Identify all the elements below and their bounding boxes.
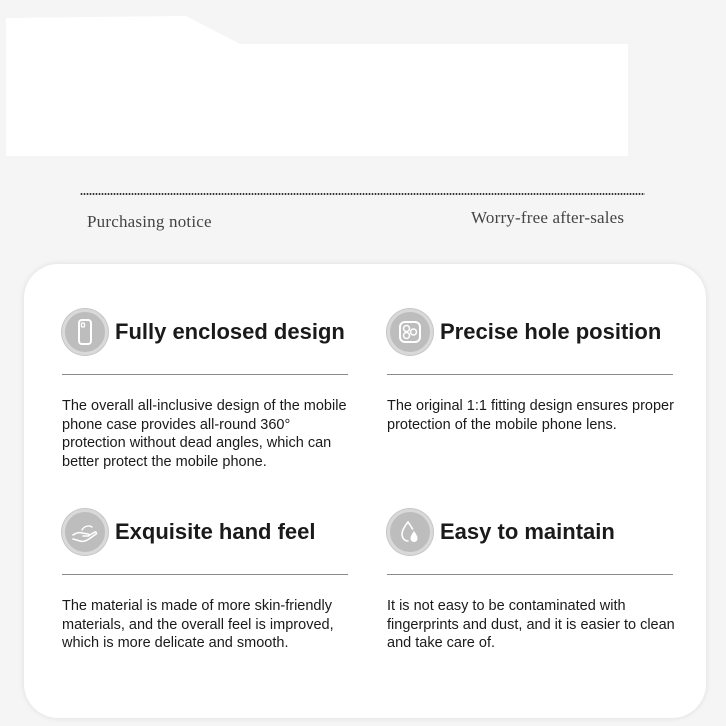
feature-title: Easy to maintain <box>440 519 615 544</box>
camera-lens-icon <box>387 309 433 355</box>
feature-divider <box>387 374 673 375</box>
feature-header <box>62 506 316 558</box>
feature-divider <box>62 374 348 375</box>
top-banner-shape <box>0 0 726 170</box>
feature-title: Exquisite hand feel <box>115 519 316 544</box>
hand-icon <box>62 509 108 555</box>
after-sales-link[interactable]: Worry-free after-sales <box>471 208 625 227</box>
feature-header <box>387 506 615 558</box>
feature-divider <box>62 574 348 575</box>
features-card <box>24 264 706 718</box>
dotted-divider <box>80 192 645 196</box>
feature-header <box>62 306 345 358</box>
phone-case-icon <box>62 309 108 355</box>
feature-description: The original 1:1 fitting design ensures proper protection of the mobile phone lens. <box>387 398 674 433</box>
feature-title: Fully enclosed design <box>115 319 345 344</box>
feature-header <box>387 306 661 358</box>
feature-description: It is not easy to be contaminated with fingerprints and dust, and it is easier to clean and take care of. <box>387 598 675 651</box>
purchasing-notice-link[interactable]: Purchasing notice <box>87 212 212 231</box>
feature-title: Precise hole position <box>440 319 662 344</box>
feature-description: The material is made of more skin-friendly materials, and the overall feel is improved, which is more delicate and smooth. <box>62 598 334 651</box>
feature-divider <box>387 574 673 575</box>
water-drop-icon <box>387 509 433 555</box>
feature-description: The overall all-inclusive design of the mobile phone case provides all-round 360° protection without dead angles, which can better protect the mobile phone. <box>62 398 347 470</box>
